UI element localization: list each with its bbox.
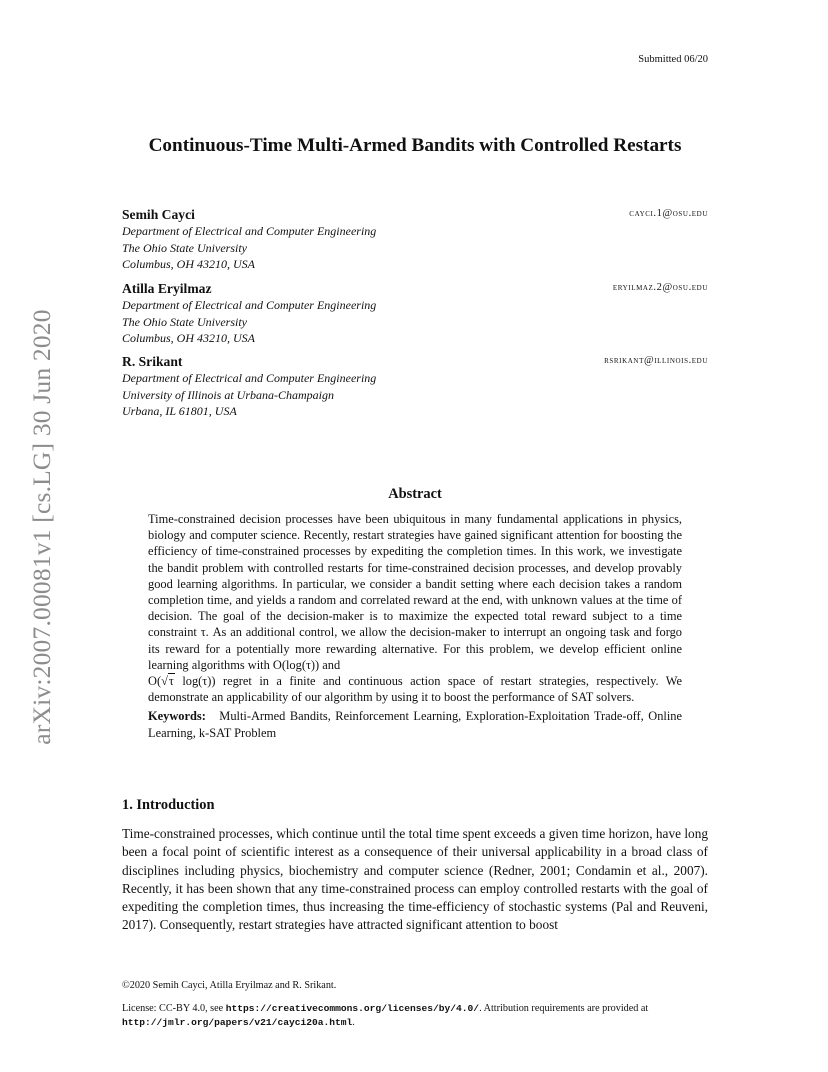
author-affiliation: Columbus, OH 43210, USA xyxy=(122,257,256,272)
section-body xyxy=(122,825,708,935)
license-link[interactable]: https://creativecommons.org/licenses/by/4.0/ xyxy=(225,1003,480,1014)
author-email: rsrikant@illinois.edu xyxy=(604,355,708,366)
author-email: cayci.1@osu.edu xyxy=(629,208,708,219)
math-fragment: O( xyxy=(148,674,162,689)
license-text: License: CC-BY 4.0, see xyxy=(122,1003,226,1014)
license-text: . Attribution requirements are provided at xyxy=(479,1003,649,1014)
author-name: R. Srikant xyxy=(122,354,183,369)
author-block xyxy=(122,206,708,273)
keywords-label: Keywords: xyxy=(148,709,206,724)
license-text: . xyxy=(352,1017,355,1028)
abstract-paragraph: Time-constrained decision processes have been ubiquitous in many fundamental applications in physics, biology and computer science. Recently, restart strategies have gained significant attention for boosting the efficiency of time-constrained processes by expediting the completion times. In this work, we investigate the bandit problem with controlled restarts for time-constrained decision processes, and develop provably good learning algorithms. In particular, we consider a bandit setting where each decision takes a random completion time, and yields a random and correlated reward at the end, with unknown values at the time of decision. The goal of the decision-maker is to maximize the expected total reward subject to a time constraint τ. As an additional control, we allow the decision-maker to interrupt an ongoing task and forgo its reward for a potentially more rewarding alternative. For this problem, we develop efficient online learning algorithms with O(log(τ)) and xyxy=(148,512,682,672)
intro-paragraph: Time-constrained processes, which continue until the total time spent exceeds a given time horizon, have long been a focal point of scientific interest as a consequence of their universal applicability in a broad class of disciplines including physics, biochemistry and computer science (Redner, 2001; Condamin et al., 2007). Recently, it has been shown that any time-constrained process can employ controlled restarts with the goal of expediting the completion times, thus increasing the time-efficiency of stochastic systems (Pal and Reuveni, 2017). Consequently, restart strategies have attracted significant attention to boost xyxy=(122,826,708,933)
arxiv-stamp: arXiv:2007.00081v1 [cs.LG] 30 Jun 2020 xyxy=(27,309,56,745)
author-email: eryilmaz.2@osu.edu xyxy=(612,282,708,293)
author-name: Semih Cayci xyxy=(122,207,195,222)
section-heading: 1. Introduction xyxy=(122,797,215,813)
abstract-heading: Abstract xyxy=(388,486,442,502)
author-affiliation: Urbana, IL 61801, USA xyxy=(122,404,237,419)
author-affiliation: The Ohio State University xyxy=(122,240,247,255)
paper-title: Continuous-Time Multi-Armed Bandits with Controlled Restarts xyxy=(148,135,682,156)
keywords xyxy=(148,708,682,740)
paper-link[interactable]: http://jmlr.org/papers/v21/cayci20a.html xyxy=(122,1017,353,1028)
license-line xyxy=(122,1002,708,1030)
abstract-body xyxy=(148,511,682,741)
abstract-text: log(τ)) regret in a finite and continuous action space of restart strategies, respectively. We demonstrate an applicability of our algorithm by using it to boost the performance of SAT solvers. xyxy=(148,674,682,705)
author-block xyxy=(122,280,708,347)
author-affiliation: Department of Electrical and Computer Engineering xyxy=(122,371,377,385)
author-affiliation: Department of Electrical and Computer Engineering xyxy=(122,298,377,312)
keywords-text: Multi-Armed Bandits, Reinforcement Learning, Exploration-Exploitation Trade-off, Online Learning, k-SAT Problem xyxy=(148,709,682,740)
author-affiliation: Columbus, OH 43210, USA xyxy=(122,331,256,346)
author-name: Atilla Eryilmaz xyxy=(122,281,212,296)
author-affiliation: The Ohio State University xyxy=(122,314,247,329)
copyright-line: ©2020 Semih Cayci, Atilla Eryilmaz and R. Srikant. xyxy=(122,980,337,991)
footnote xyxy=(122,979,708,1030)
abstract-paragraph-cont: O(√τ log(τ)) regret in a finite and continuous action space of restart strategies, respectively. We demonstrate an applicability of our algorithm by using it to boost the performance of SAT solvers. xyxy=(148,674,682,705)
author-affiliation: Department of Electrical and Computer Engineering xyxy=(122,224,377,238)
author-block xyxy=(122,353,708,420)
author-affiliation: University of Illinois at Urbana-Champaign xyxy=(122,387,334,402)
sqrt-radicand: τ xyxy=(168,674,174,689)
submitted-date: Submitted 06/20 xyxy=(638,54,708,65)
